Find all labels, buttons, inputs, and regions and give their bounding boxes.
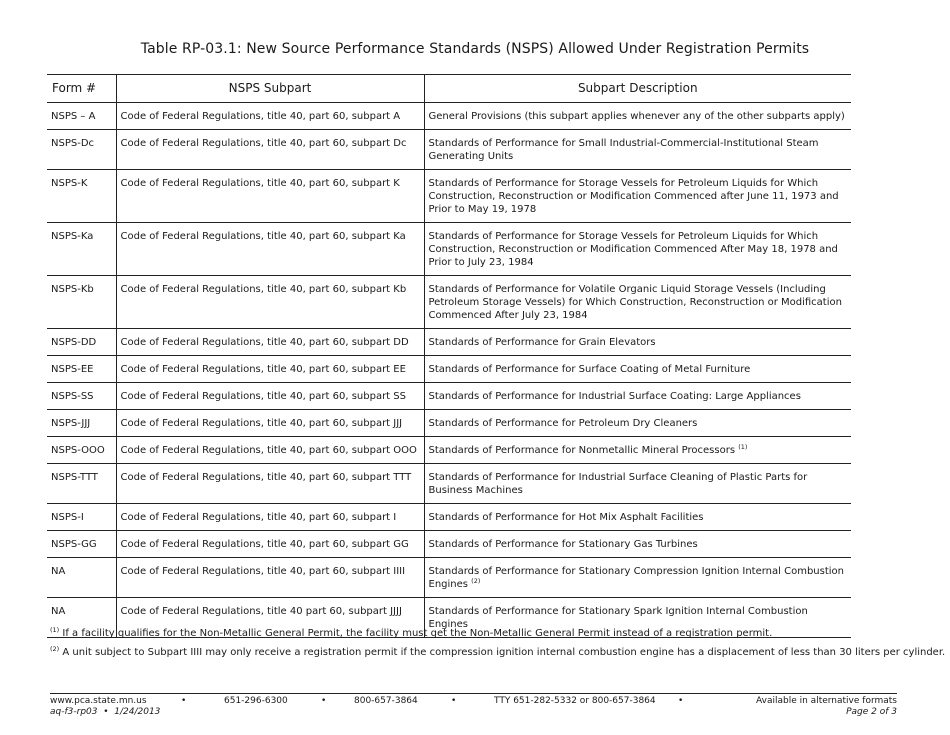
description-cell: Standards of Performance for Stationary Compression Ignition Internal Combustion Engines $^{(2)}$: [424, 558, 851, 598]
form-cell: NSPS-K: [47, 170, 116, 223]
form-cell: NSPS-DD: [47, 329, 116, 356]
footer-tty: TTY 651-282-5332 or 800-657-3864: [494, 696, 656, 706]
form-cell: NSPS-Kb: [47, 276, 116, 329]
table-row: [47, 504, 851, 531]
subpart-cell: Code of Federal Regulations, title 40 part 60, subpart JJJJ: [116, 598, 424, 638]
table-row: [47, 410, 851, 437]
form-cell: NSPS-OOO: [47, 437, 116, 464]
subpart-cell: Code of Federal Regulations, title 40, part 60, subpart JJJ: [116, 410, 424, 437]
footnote-mark: (1): [50, 626, 60, 634]
footnote-text: A unit subject to Subpart IIII may only receive a registration permit if the compression ignition internal combustion engine has a displacement of less than 30 liters per cylinder.: [62, 647, 946, 658]
form-cell: NSPS-GG: [47, 531, 116, 558]
footer-alt-formats: Available in alternative formats: [756, 696, 897, 706]
nsps-table: [47, 74, 851, 638]
subpart-cell: Code of Federal Regulations, title 40, part 60, subpart IIII: [116, 558, 424, 598]
form-cell: NSPS-SS: [47, 383, 116, 410]
header-subpart: NSPS Subpart: [116, 75, 424, 103]
description-cell: Standards of Performance for Grain Elevators: [424, 329, 851, 356]
form-cell: NSPS-Ka: [47, 223, 116, 276]
table-row: [47, 103, 851, 130]
subpart-cell: Code of Federal Regulations, title 40, part 60, subpart DD: [116, 329, 424, 356]
description-cell: Standards of Performance for Storage Vessels for Petroleum Liquids for Which Construction, Reconstruction or Modification Commenced After May 18, 1978 and Prior to July 23, 1984: [424, 223, 851, 276]
header-form: Form #: [47, 75, 116, 103]
footnote-2: [50, 646, 945, 659]
table-row: [47, 383, 851, 410]
form-cell: NSPS-I: [47, 504, 116, 531]
subpart-cell: Code of Federal Regulations, title 40, part 60, subpart I: [116, 504, 424, 531]
table-row: [47, 356, 851, 383]
description-cell: Standards of Performance for Petroleum Dry Cleaners: [424, 410, 851, 437]
description-cell: Standards of Performance for Industrial Surface Coating: Large Appliances: [424, 383, 851, 410]
table-row: [47, 531, 851, 558]
footnote-ref: (2): [471, 577, 481, 585]
footnote-mark: (2): [50, 645, 60, 653]
description-cell: Standards of Performance for Stationary Gas Turbines: [424, 531, 851, 558]
footnote-text: If a facility qualifies for the Non-Metallic General Permit, the facility must get the Non-Metallic General Permit instead of a registration permit.: [62, 628, 773, 639]
subpart-cell: Code of Federal Regulations, title 40, part 60, subpart K: [116, 170, 424, 223]
table-body: [47, 103, 851, 638]
footer-bullet: •: [451, 696, 457, 706]
footer-doc-id: aq-f3-rp03 • 1/24/2013: [50, 707, 161, 717]
subpart-cell: Code of Federal Regulations, title 40, part 60, subpart OOO: [116, 437, 424, 464]
footer-bullet: •: [678, 696, 684, 706]
footnote-1: [50, 627, 772, 640]
subpart-cell: Code of Federal Regulations, title 40, part 60, subpart GG: [116, 531, 424, 558]
description-cell: Standards of Performance for Nonmetallic Mineral Processors $^{(1)}$: [424, 437, 851, 464]
table-row: [47, 170, 851, 223]
subpart-cell: Code of Federal Regulations, title 40, part 60, subpart SS: [116, 383, 424, 410]
description-cell: General Provisions (this subpart applies whenever any of the other subparts apply): [424, 103, 851, 130]
form-cell: NA: [47, 558, 116, 598]
footer-phone-1: 651-296-6300: [224, 696, 288, 706]
footer-phone-2: 800-657-3864: [354, 696, 418, 706]
table-header-row: [47, 75, 851, 103]
footnote-ref: (1): [738, 443, 748, 451]
subpart-cell: Code of Federal Regulations, title 40, part 60, subpart Dc: [116, 130, 424, 170]
footer-website: www.pca.state.mn.us: [50, 696, 147, 706]
table-row: [47, 437, 851, 464]
footer-bullet: •: [181, 696, 187, 706]
subpart-cell: Code of Federal Regulations, title 40, part 60, subpart Ka: [116, 223, 424, 276]
description-cell: Standards of Performance for Stationary Spark Ignition Internal Combustion Engines: [424, 598, 851, 638]
subpart-cell: Code of Federal Regulations, title 40, part 60, subpart EE: [116, 356, 424, 383]
table-row: [47, 329, 851, 356]
table-row: [47, 464, 851, 504]
subpart-cell: Code of Federal Regulations, title 40, part 60, subpart TTT: [116, 464, 424, 504]
page-footer: [50, 693, 897, 718]
footer-bullet: •: [321, 696, 327, 706]
description-cell: Standards of Performance for Small Industrial-Commercial-Institutional Steam Generating Units: [424, 130, 851, 170]
table-row: [47, 276, 851, 329]
subpart-cell: Code of Federal Regulations, title 40, part 60, subpart Kb: [116, 276, 424, 329]
subpart-cell: Code of Federal Regulations, title 40, part 60, subpart A: [116, 103, 424, 130]
form-cell: NSPS-TTT: [47, 464, 116, 504]
form-cell: NSPS – A: [47, 103, 116, 130]
form-cell: NSPS-Dc: [47, 130, 116, 170]
header-description: Subpart Description: [424, 75, 851, 103]
description-cell: Standards of Performance for Surface Coating of Metal Furniture: [424, 356, 851, 383]
description-cell: Standards of Performance for Storage Vessels for Petroleum Liquids for Which Construction, Reconstruction or Modification Commenced after June 11, 1973 and Prior to May 19, 1978: [424, 170, 851, 223]
page-title: Table RP-03.1: New Source Performance Standards (NSPS) Allowed Under Registration Permits: [140, 41, 810, 57]
description-cell: Standards of Performance for Industrial Surface Cleaning of Plastic Parts for Business Machines: [424, 464, 851, 504]
table-row: [47, 558, 851, 598]
table-row: [47, 223, 851, 276]
form-cell: NSPS-EE: [47, 356, 116, 383]
description-cell: Standards of Performance for Volatile Organic Liquid Storage Vessels (Including Petroleum Storage Vessels) for Which Construction, Reconstruction or Modification Commenced After July 23, 1984: [424, 276, 851, 329]
description-cell: Standards of Performance for Hot Mix Asphalt Facilities: [424, 504, 851, 531]
footer-page-number: Page 2 of 3: [846, 707, 897, 717]
form-cell: NSPS-JJJ: [47, 410, 116, 437]
form-cell: NA: [47, 598, 116, 638]
table-row: [47, 130, 851, 170]
